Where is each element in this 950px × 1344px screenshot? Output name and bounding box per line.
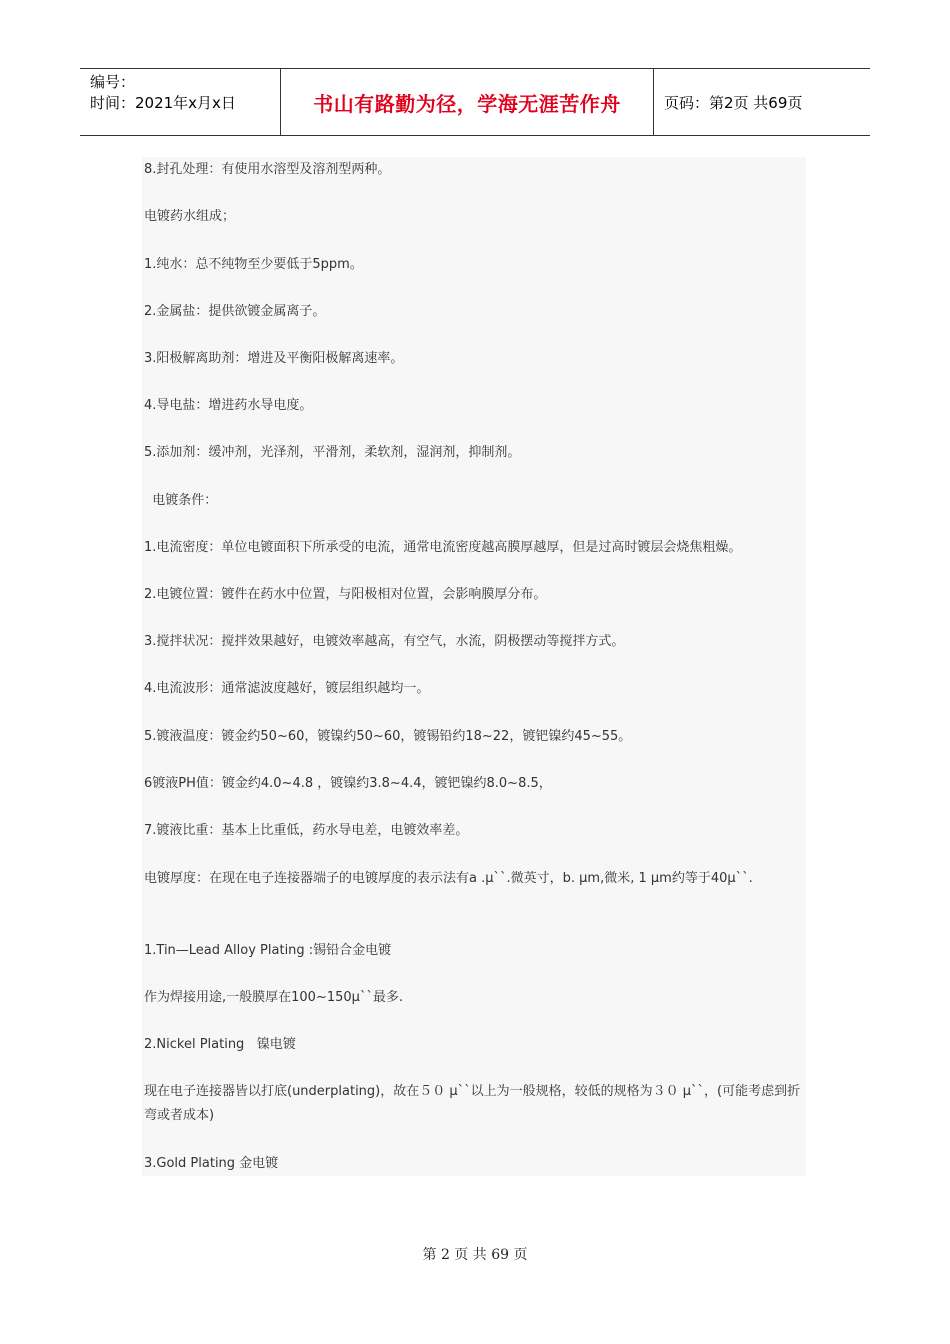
paragraph: 7.镀液比重：基本上比重低，药水导电差，电镀效率差。 [144, 823, 469, 838]
page-header [80, 68, 870, 136]
paragraph: 4.电流波形：通常滤波度越好，镀层组织越均一。 [144, 681, 430, 696]
paragraph: 5.添加剂：缓冲剂，光泽剂，平滑剂，柔软剂，湿润剂，抑制剂。 [144, 445, 521, 460]
paragraph: 1.纯水：总不纯物至少要低于5ppm。 [144, 257, 363, 272]
paragraph: 2.Nickel Plating 镍电镀 [144, 1037, 296, 1052]
paragraph: 8.封孔处理：有使用水溶型及溶剂型两种。 [144, 162, 391, 177]
paragraph: 3.阳极解离助剂：增进及平衡阳极解离速率。 [144, 351, 404, 366]
paragraph: 4.导电盐：增进药水导电度。 [144, 398, 313, 413]
page-label: 页码：第2页 共69页 [664, 93, 803, 112]
motto: 书山有路勤为径，学海无涯苦作舟 [281, 69, 654, 135]
paragraph: 3.Gold Plating 金电镀 [144, 1156, 279, 1171]
document-body [142, 157, 806, 1176]
paragraph: 现在电子连接器皆以打底(underplating)，故在５０ μ``以上为一般规格，较低的规格为３０ μ``，(可能考虑到折弯或者成本) [144, 1084, 801, 1123]
paragraph: 2.金属盐：提供欲镀金属离子。 [144, 304, 326, 319]
page-footer: 第 2 页 共 69 页 [422, 1247, 528, 1263]
header-meta [80, 69, 281, 135]
paragraph: 作为焊接用途,一般膜厚在100~150μ``最多. [144, 990, 404, 1005]
paragraph: 电镀药水组成； [144, 209, 236, 224]
number-label: 编号： [90, 73, 136, 91]
paragraph: 1.Tin—Lead Alloy Plating :锡铅合金电镀 [144, 943, 392, 958]
paragraph: 1.电流密度：单位电镀面积下所承受的电流，通常电流密度越高膜厚越厚，但是过高时镀层会烧焦粗燥。 [144, 540, 742, 555]
paragraph: 3.搅拌状况：搅拌效果越好，电镀效率越高，有空气，水流，阴极摆动等搅拌方式。 [144, 634, 625, 649]
paragraph: 6镀液PH值：镀金约4.0~4.8 ，镀镍约3.8~4.4，镀钯镍约8.0~8.5， [144, 776, 552, 791]
paragraph: 电镀条件： [144, 493, 218, 508]
paragraph: 5.镀液温度：镀金约50~60，镀镍约50~60，镀锡铅约18~22，镀钯镍约45~55。 [144, 729, 632, 744]
paragraph: 2.电镀位置：镀件在药水中位置，与阳极相对位置，会影响膜厚分布。 [144, 587, 547, 602]
date-label: 时间：2021年x月x日 [90, 94, 236, 112]
paragraph: 电镀厚度：在现在电子连接器端子的电镀厚度的表示法有a .μ``.微英寸，b. μm,微米, 1 μm约等于40μ``. [144, 871, 753, 886]
